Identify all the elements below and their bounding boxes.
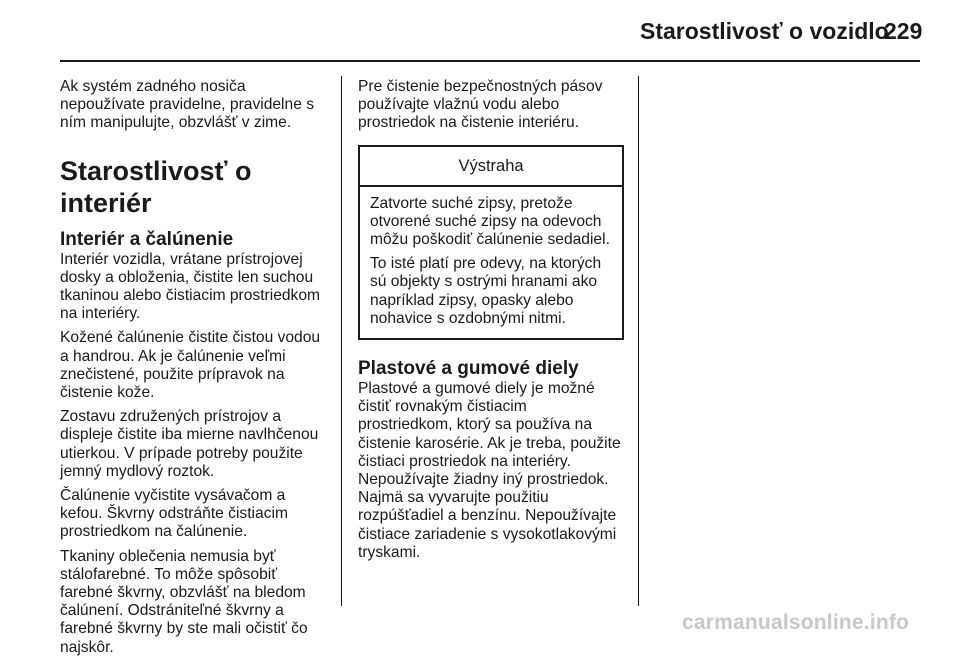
chapter-title: Starostlivosť o vozidlo (640, 18, 889, 44)
warning-box (358, 145, 624, 340)
section-heading: Starostlivosť o interiér (60, 155, 252, 218)
intro-paragraph: Ak systém zadného nosiča nepoužívate pravidelne, pravidelne s ním manipulujte, obzvlášť v zime. (60, 78, 314, 132)
body-paragraph: Interiér vozidla, vrátane prístrojovej dosky a obloženia, čistite len suchou tkaninou alebo čistiacim prostriedkom na interiéry. (60, 250, 321, 323)
column-divider-left (341, 76, 342, 606)
body-paragraph: Plastové a gumové diely je možné čistiť rovnakým čistiacim prostriedkom, ktorý sa používa na čistenie karosérie. Ak je treba, použite čistiaci prostriedok na interiéry. Nepoužívajte žiadny iný prostriedok. Najmä sa vyvarujte použitiu rozpúšťadiel a benzínu. Nepoužívajte čistiace zariadenie s vysokotlakovými tryskami. (358, 380, 621, 561)
header-rule (60, 60, 920, 62)
column-divider-right (638, 76, 639, 606)
body-paragraph: Zostavu združených prístrojov a displeje čistite iba mierne navlhčenou utierkou. V prípade potreby použite jemný mydlový roztok. (60, 408, 319, 480)
column-left (60, 78, 330, 663)
warning-title: Výstraha (360, 147, 622, 187)
column-middle (358, 78, 624, 568)
body-paragraph: Čalúnenie vyčistite vysávačom a kefou. Škvrny odstráňte čistiacim prostriedkom na čalúnenie. (60, 487, 288, 541)
subsection-heading: Plastové a gumové diely (358, 358, 579, 380)
warning-paragraph: Zatvorte suché zipsy, pretože otvorené suché zipsy na odevoch môžu poškodiť čalúnenie sedadiel. (370, 194, 610, 249)
watermark-text: carmanualsonline.info (682, 611, 910, 634)
warning-body (360, 187, 622, 338)
warning-paragraph: To isté platí pre odevy, na ktorých sú objekty s ostrými hranami ako napríklad zipsy, opasky alebo nohavice s ozdobnými nitmi. (370, 255, 602, 327)
body-paragraph: Kožené čalúnenie čistite čistou vodou a handrou. Ak je čalúnenie veľmi znečistené, použite prípravok na čistenie kože. (60, 329, 321, 402)
body-paragraph: Tkaniny oblečenia nemusia byť stálofarebné. To môže spôsobiť farebné škvrny, obzvlášť na bledom čalúnení. Odstrániteľné škvrny a farebné škvrny by ste mali očistiť čo najskôr. (60, 547, 308, 656)
page-number: 229 (884, 18, 923, 44)
intro-paragraph: Pre čistenie bezpečnostných pásov používajte vlažnú vodu alebo prostriedok na čistenie interiéru. (358, 78, 603, 132)
subsection-heading: Interiér a čalúnenie (60, 228, 234, 250)
